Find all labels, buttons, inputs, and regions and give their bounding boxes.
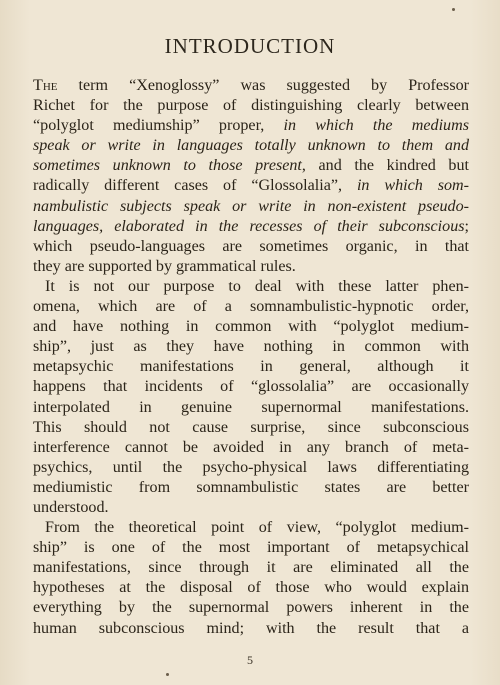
text-run: term “Xenoglossy” was suggested by Professor: [57, 77, 469, 94]
text-run: omena, which are of a somnambulistic-hypnotic order,: [33, 298, 469, 316]
text-run: and have nothing in common with “polyglot medium-: [33, 318, 469, 336]
text-run: From the theoretical point of view, “polyglot medium-: [45, 519, 469, 537]
paper-speck: [166, 673, 169, 676]
text-line: [33, 377, 469, 397]
text-line: [33, 518, 469, 538]
text-line: [33, 418, 469, 438]
text-run: radically different cases of “Glossolalia”,: [33, 177, 357, 195]
text-line: [33, 478, 469, 498]
body-text: [33, 76, 469, 639]
text-line: [33, 76, 469, 96]
text-run: interference cannot be avoided in any branch of meta-: [33, 438, 469, 456]
text-line: [33, 498, 469, 518]
text-line: [33, 277, 469, 297]
text-line: [33, 257, 469, 277]
text-run: hypotheses at the disposal of those who would explain: [33, 579, 469, 597]
text-line: [33, 176, 469, 196]
text-run: The: [33, 77, 58, 94]
italic-text: in which the mediums: [283, 117, 469, 135]
text-run: ;: [464, 217, 469, 235]
text-run: ship”, just as they have nothing in common with: [33, 338, 469, 356]
text-line: [33, 398, 469, 418]
text-run: Richet for the purpose of distinguishing clearly between: [33, 97, 469, 115]
text-line: [33, 297, 469, 317]
text-run: everything by the supernormal powers inherent in the: [33, 599, 469, 617]
text-run: , and the kindred but: [301, 157, 469, 175]
text-line: [33, 156, 469, 176]
text-line: [33, 197, 469, 217]
text-run: which pseudo-languages are sometimes organic, in that: [33, 237, 469, 255]
italic-text: in which som-: [356, 177, 469, 195]
text-run: psychics, until the psycho-physical laws differentiating: [33, 458, 469, 476]
text-run: they are supported by grammatical rules.: [33, 257, 296, 275]
text-line: [33, 438, 469, 458]
italic-text: speak or write in languages totally unknown to them and: [33, 137, 469, 155]
text-run: mediumistic from somnambulistic states are better: [33, 478, 469, 496]
text-run: interpolated in genuine supernormal manifestations.: [33, 398, 469, 416]
text-line: [33, 619, 469, 639]
chapter-title: INTRODUCTION: [164, 34, 336, 58]
text-run: metapsychic manifestations in general, although it: [33, 358, 469, 376]
text-line: [33, 217, 469, 237]
text-line: [33, 558, 469, 578]
text-run: understood.: [33, 498, 109, 516]
text-run: It is not our purpose to deal with these latter phen-: [45, 277, 469, 295]
text-line: [33, 116, 469, 136]
text-run: manifestations, since through it are eliminated all the: [33, 559, 469, 577]
text-line: [33, 598, 469, 618]
text-run: ship” is one of the most important of metapsychical: [33, 539, 469, 557]
text-line: [33, 237, 469, 257]
text-run: This should not cause surprise, since subconscious: [33, 418, 469, 436]
italic-text: nambulistic subjects speak or write in non-existent pseudo-: [33, 197, 469, 215]
page-number: 5: [247, 653, 253, 667]
text-line: [33, 357, 469, 377]
text-run: human subconscious mind; with the result that a: [33, 619, 469, 637]
italic-text: sometimes unknown to those present: [33, 157, 302, 175]
paper-speck: [452, 8, 455, 11]
italic-text: languages, elaborated in the recesses of their subconscious: [33, 217, 465, 235]
text-line: [33, 337, 469, 357]
text-line: [33, 538, 469, 558]
text-line: [33, 458, 469, 478]
text-line: [33, 317, 469, 337]
text-line: [33, 578, 469, 598]
text-line: [33, 136, 469, 156]
text-run: happens that incidents of “glossolalia” are occasionally: [33, 378, 469, 396]
text-line: [33, 96, 469, 116]
text-run: “polyglot mediumship” proper,: [33, 117, 284, 135]
